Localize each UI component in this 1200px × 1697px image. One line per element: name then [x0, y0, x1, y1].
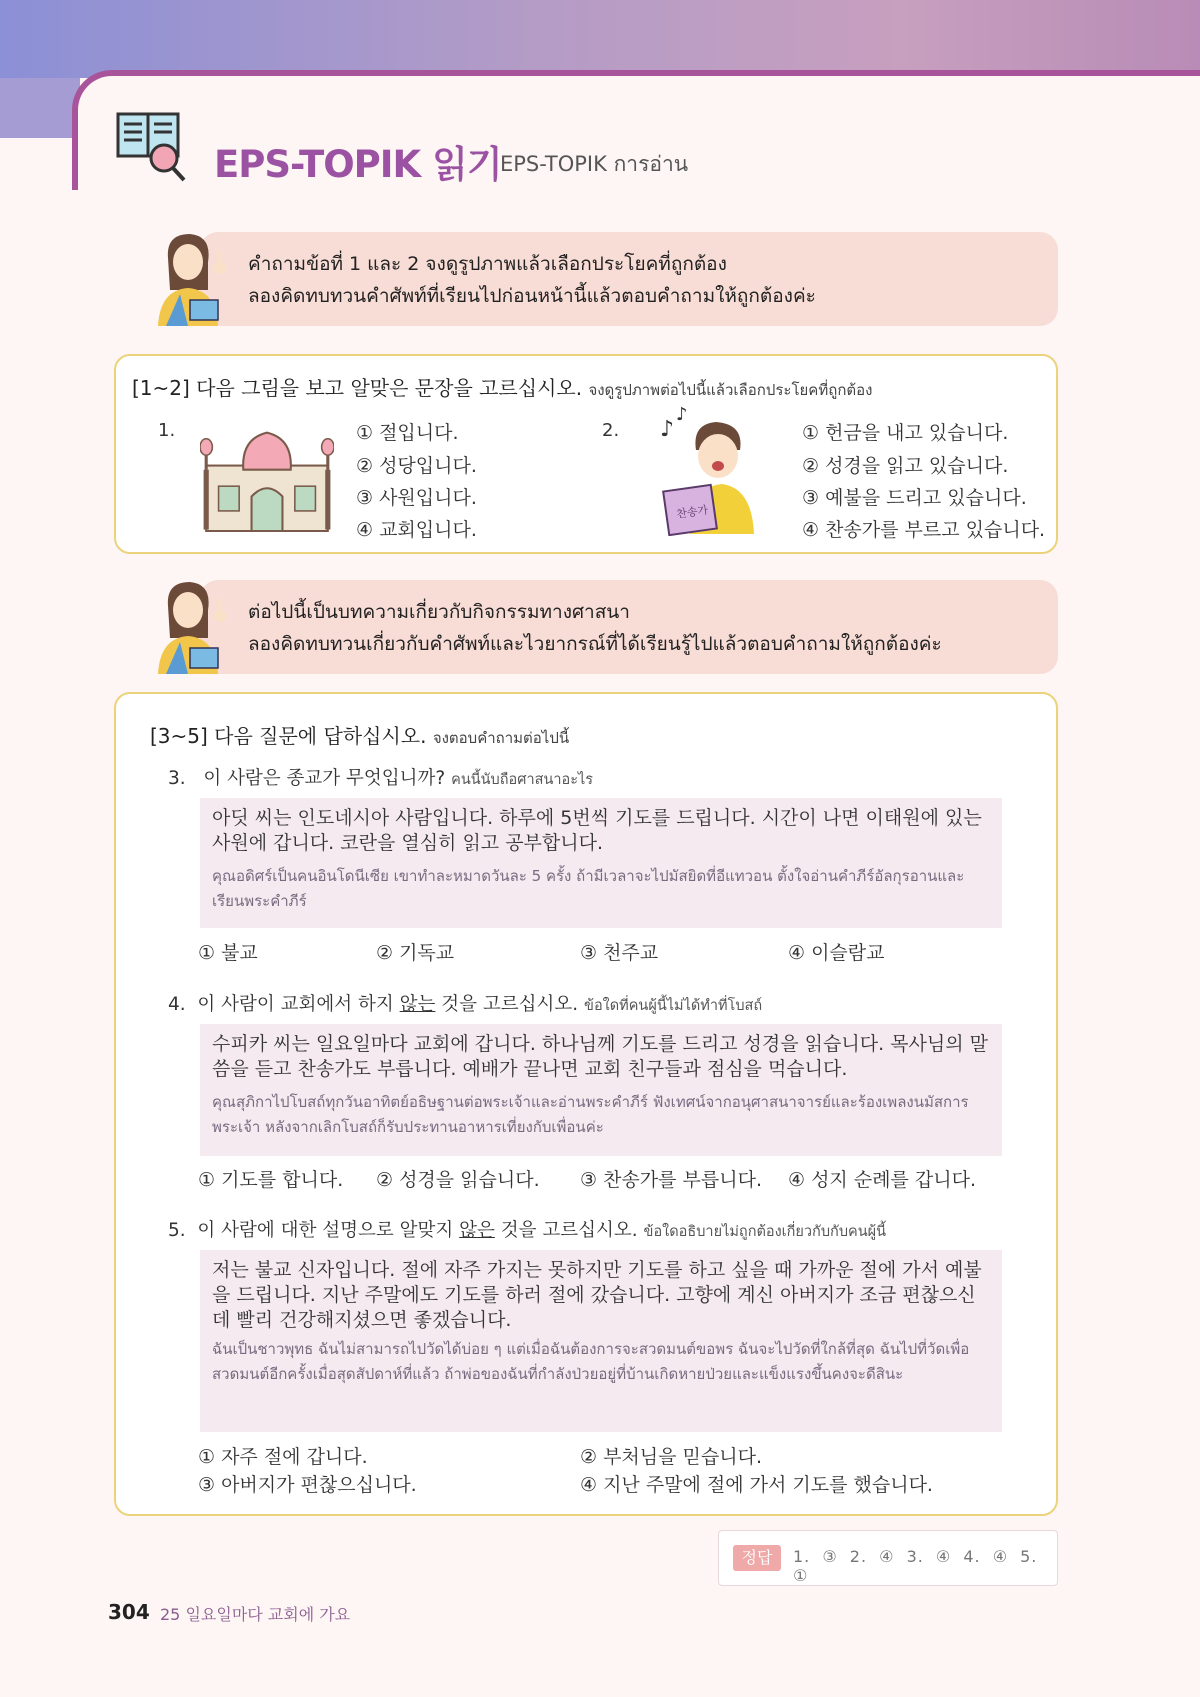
q3-option-3[interactable]: ③ 천주교: [580, 942, 659, 964]
q3-option-4[interactable]: ④ 이슬람교: [788, 942, 885, 964]
q4-option-4[interactable]: ④ 성지 순례를 갑니다.: [788, 1169, 977, 1191]
mosque-illustration: [200, 428, 334, 532]
question-number-2: 2.: [602, 420, 620, 441]
singing-man-illustration: [652, 406, 762, 536]
question-number-1: 1.: [158, 420, 176, 441]
answer-key-label: 정답: [733, 1545, 781, 1571]
q1-option-2[interactable]: ② 성당입니다.: [356, 455, 477, 477]
q2-option-2[interactable]: ② 성경을 읽고 있습니다.: [802, 455, 1009, 477]
passage-4: 수피카 씨는 일요일마다 교회에 갑니다. 하나님께 기도를 드리고 성경을 읽습니다. 목사님의 말씀을 듣고 찬송가도 부릅니다. 예배가 끝나면 교회 친구들과 점심을 먹습니다. คุณสุภิกาไปโบสถ์ทุกวันอาทิตย์อธิษฐานต่อพระเจ้าและอ่านพระคำภีร์ ฟังเทศน์จากอนุศาสนาจารย์และร้องเพลงนมัสการพระเจ้า หลังจากเลิกโบสถ์ก็รับประทานอาหารเที่ยงกับเพื่อนค่ะ: [200, 1024, 1002, 1156]
book-magnifier-icon: [114, 108, 190, 184]
q5-option-3[interactable]: ③ 아버지가 편찮으십니다.: [198, 1474, 417, 1496]
teacher-avatar-icon: [146, 228, 236, 328]
page-subtitle: EPS-TOPIK การอ่าน: [500, 152, 689, 176]
hymn-book-label: 찬송가: [675, 503, 709, 521]
q3-option-1[interactable]: ① 불교: [198, 942, 258, 964]
q1-option-3[interactable]: ③ 사원입니다.: [356, 487, 477, 509]
q4-option-1[interactable]: ① 기도를 합니다.: [198, 1169, 344, 1191]
instruction-bubble: คำถามข้อที่ 1 และ 2 จงดูรูปภาพแล้วเลือกประโยคที่ถูกต้อง ลองคิดทบทวนคำศัพท์ที่เรียนไปก่อนหน้านี้แล้วตอบคำถามให้ถูกต้องค่ะ: [200, 232, 1058, 326]
top-banner-accent: [0, 78, 80, 138]
page-title: EPS-TOPIK 읽기: [214, 143, 502, 186]
q2-option-1[interactable]: ① 헌금을 내고 있습니다.: [802, 422, 1009, 444]
teacher-avatar-icon: [146, 576, 236, 676]
section-heading-3-5: [3~5] 다음 질문에 답하십시오. จงตอบคำถามต่อไปนี้: [150, 724, 570, 748]
passage-5: 저는 불교 신자입니다. 절에 자주 가지는 못하지만 기도를 하고 싶을 때 가까운 절에 가서 예불을 드립니다. 지난 주말에도 기도를 하러 절에 갔습니다. 고향에 계신 아버지가 조금 편찮으신데 빨리 건강해지셨으면 좋겠습니다. ฉันเป็นชาวพุทธ ฉันไม่สามารถไปวัดได้บ่อย ๆ แต่เมื่อฉันต้องการจะสวดมนต์ขอพร ฉันจะไปวัดที่ใกล้ที่สุด ฉันไปที่วัดเพื่อสวดมนต์อีกครั้งเมื่อสุดสัปดาห์ที่แล้ว ถ้าพ่อของฉันที่กำลังป่วยอยู่ที่บ้านเกิดหายป่วยและแข็งแรงขึ้นคงจะดีสินะ: [200, 1250, 1002, 1432]
answer-key-box: [718, 1530, 1058, 1586]
top-banner: [0, 0, 1200, 78]
q3-option-2[interactable]: ② 기독교: [376, 942, 455, 964]
q1-option-1[interactable]: ① 절입니다.: [356, 422, 459, 444]
question-3: 3. 이 사람은 종교가 무엇입니까? คนนี้นับถือศาสนาอะไร: [168, 768, 594, 789]
svg-text:♪: ♪: [660, 417, 675, 442]
section-heading-1-2: [1~2] 다음 그림을 보고 알맞은 문장을 고르십시오. จงดูรูปภาพต่อไปนี้แล้วเลือกประโยคที่ถูกต้อง: [132, 376, 873, 400]
passage-3: 아딧 씨는 인도네시아 사람입니다. 하루에 5번씩 기도를 드립니다. 시간이 나면 이태원에 있는 사원에 갑니다. 코란을 열심히 읽고 공부합니다. คุณอดิศร์เป็นคนอินโดนีเซีย เขาทำละหมาดวันละ 5 ครั้ง ถ้ามีเวลาจะไปมัสยิดที่อีแทวอน ตั้งใจอ่านคำภีร์อัลกุรอานและเรียนพระคำภีร์: [200, 798, 1002, 928]
q2-option-3[interactable]: ③ 예불을 드리고 있습니다.: [802, 487, 1027, 509]
page-number: 304: [108, 1600, 150, 1624]
svg-text:♪: ♪: [676, 406, 688, 425]
question-4: 4. 이 사람이 교회에서 하지 않는 것을 고르십시오. ข้อใดที่คนผู้นี้ไม่ได้ทำที่โบสถ์: [168, 994, 763, 1015]
q5-option-4[interactable]: ④ 지난 주말에 절에 가서 기도를 했습니다.: [580, 1474, 933, 1496]
q4-option-2[interactable]: ② 성경을 읽습니다.: [376, 1169, 540, 1191]
answer-key-text: 1. ③ 2. ④ 3. ④ 4. ④ 5. ①: [793, 1547, 1038, 1585]
chapter-title: 25 일요일마다 교회에 가요: [160, 1605, 351, 1624]
q4-option-3[interactable]: ③ 찬송가를 부릅니다.: [580, 1169, 762, 1191]
q2-option-4[interactable]: ④ 찬송가를 부르고 있습니다.: [802, 519, 1046, 541]
q5-option-2[interactable]: ② 부처님을 믿습니다.: [580, 1446, 762, 1468]
instruction-bubble: ต่อไปนี้เป็นบทความเกี่ยวกับกิจกรรมทางศาสนา ลองคิดทบทวนเกี่ยวกับคำศัพท์และไวยากรณ์ที่ได้เรียนรู้ไปแล้วตอบคำถามให้ถูกต้องค่ะ: [200, 580, 1058, 674]
q5-option-1[interactable]: ① 자주 절에 갑니다.: [198, 1446, 368, 1468]
q1-option-4[interactable]: ④ 교회입니다.: [356, 519, 477, 541]
question-5: 5. 이 사람에 대한 설명으로 알맞지 않은 것을 고르십시오. ข้อใดอธิบายไม่ถูกต้องเกี่ยวกับกับคนผู้นี้: [168, 1220, 887, 1241]
